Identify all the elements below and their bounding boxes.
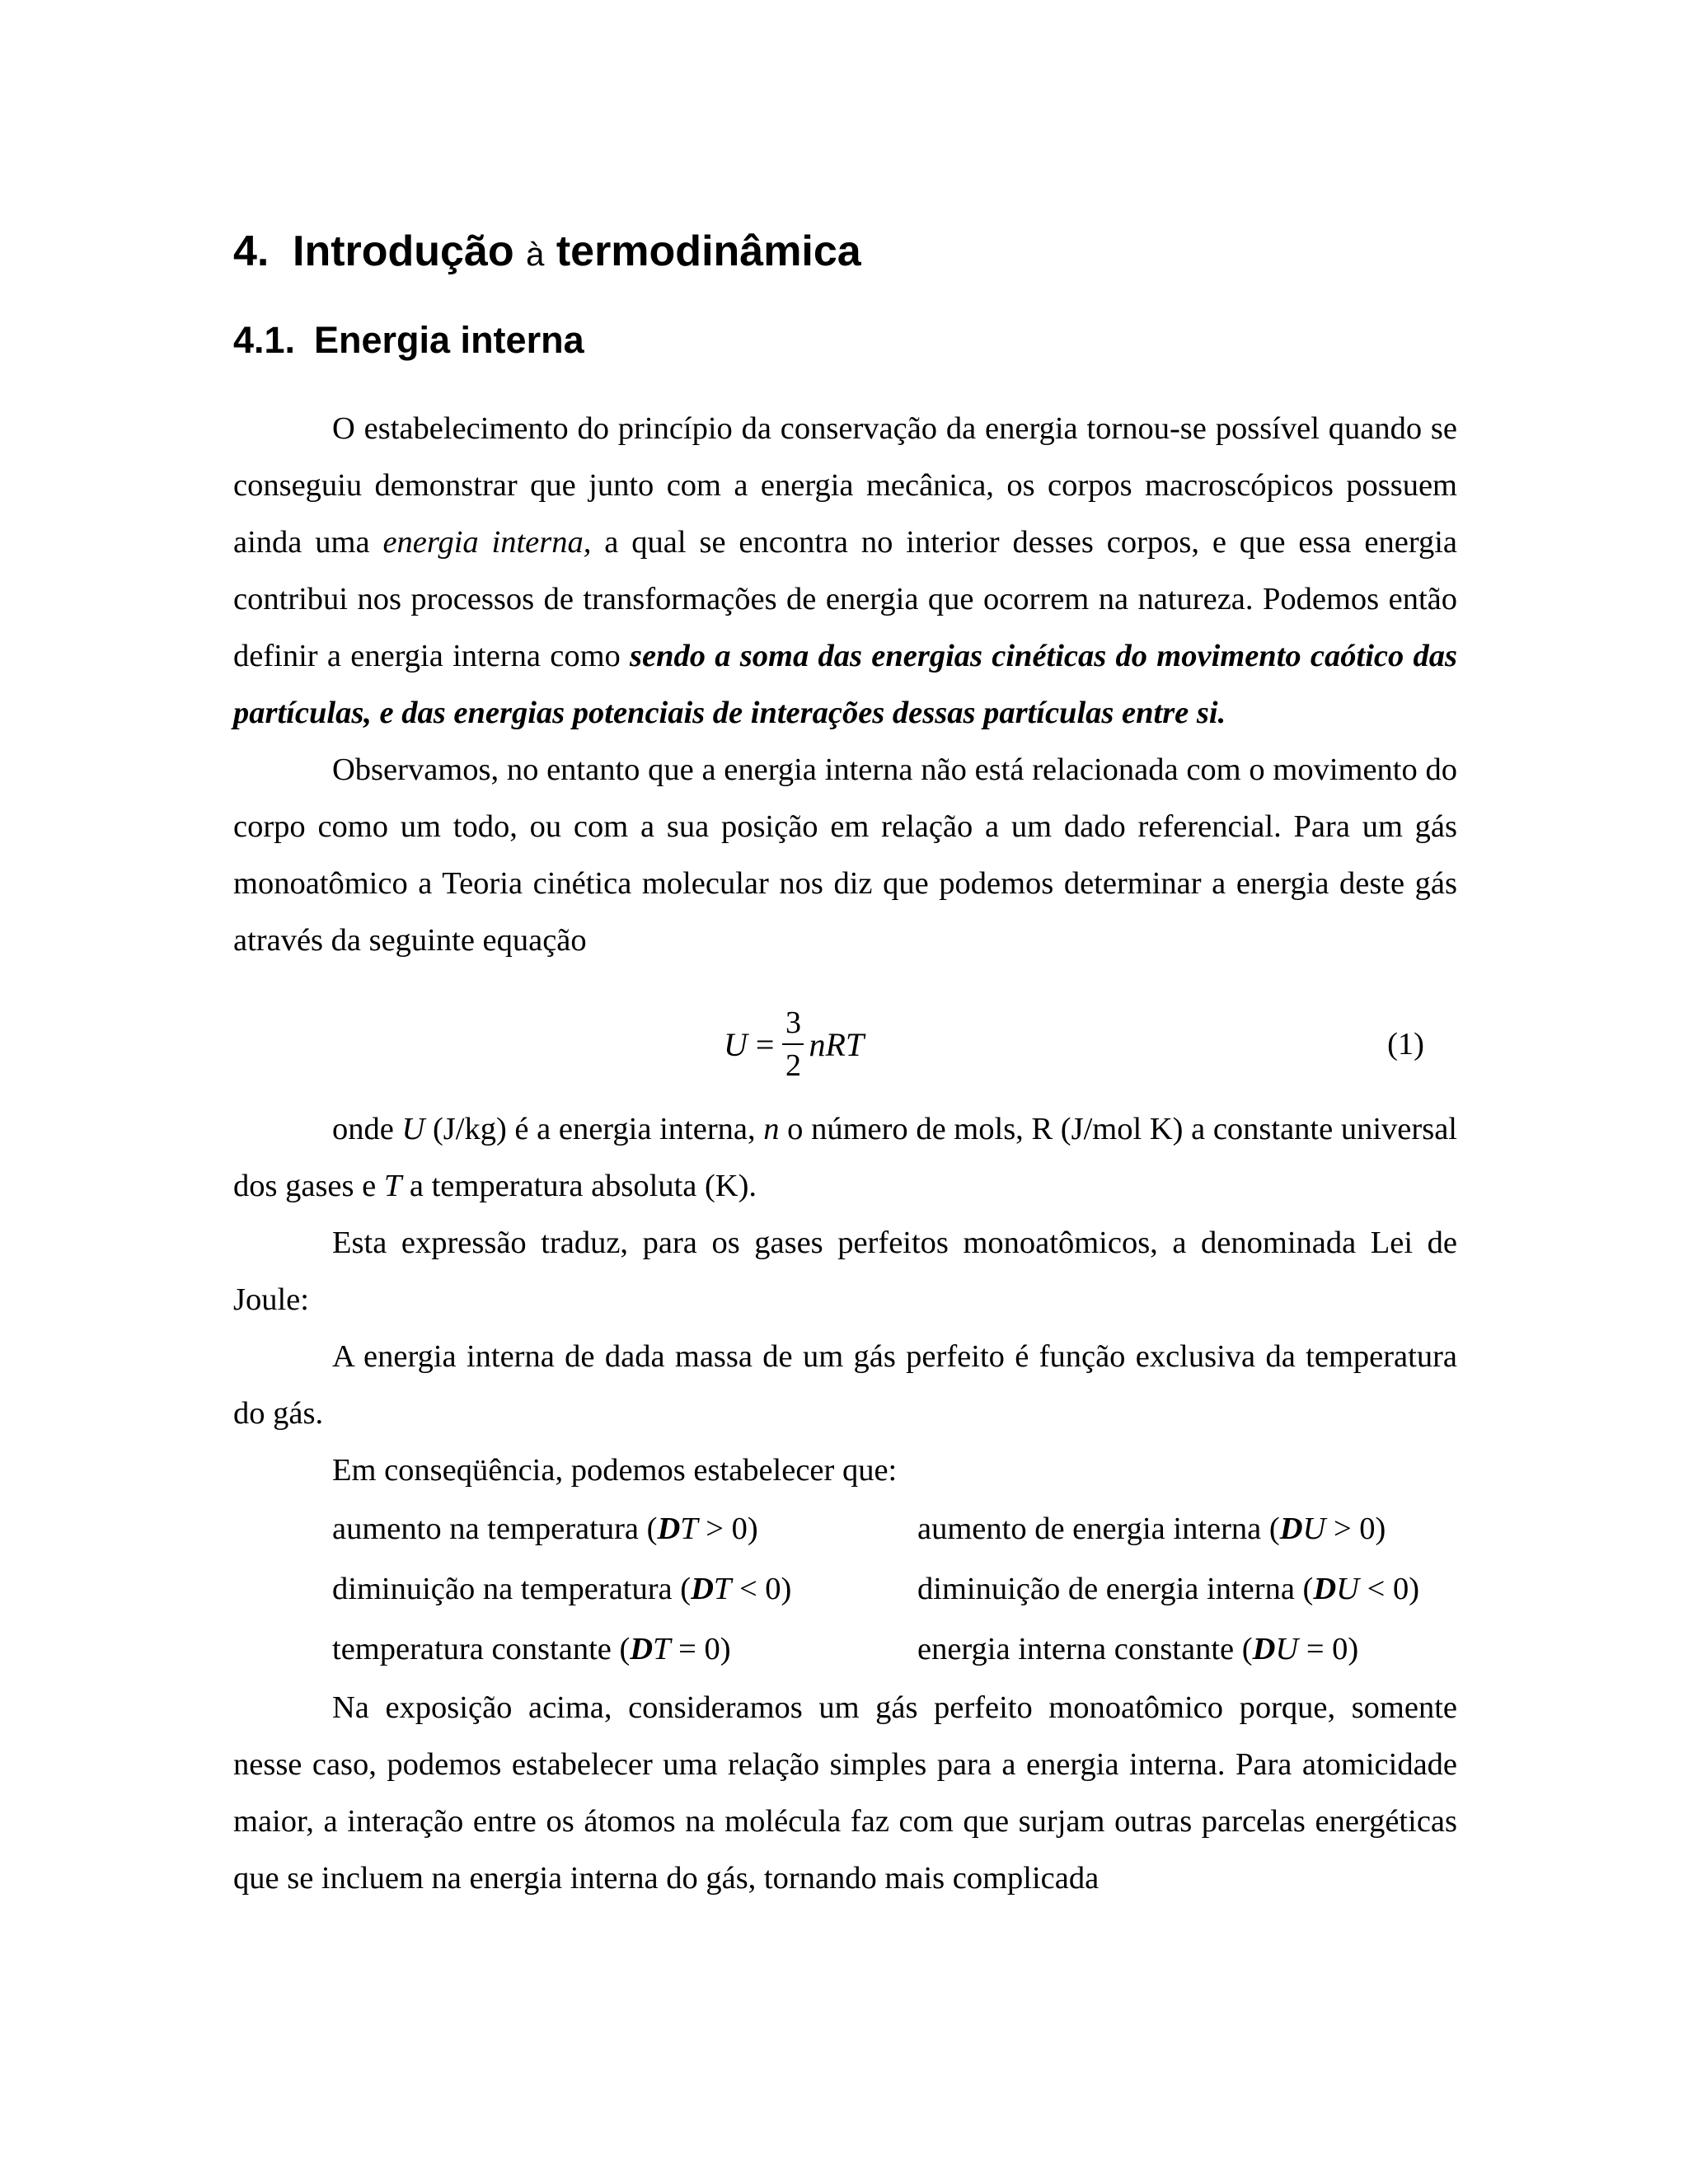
equation-number: (1) (1387, 1026, 1424, 1062)
paragraph-variables (233, 1101, 1457, 1215)
c-r1r-post: > 0) (1325, 1511, 1386, 1546)
chapter-heading (233, 223, 1457, 280)
c-r1l-post: > 0) (697, 1511, 758, 1546)
equation-equals: = (755, 1025, 775, 1063)
p3-t3: o número de mols, R (J/mol K) a constante universal dos gases e (233, 1112, 1457, 1203)
p3-var-n: n (763, 1112, 780, 1146)
delta-symbol: D (691, 1572, 714, 1606)
consequence-row2-left (332, 1559, 917, 1619)
document-page (233, 223, 1457, 1907)
chapter-title-accent: à (526, 237, 545, 273)
c-r3l-post: = 0) (670, 1632, 731, 1666)
consequence-row1-left (332, 1499, 917, 1559)
section-heading (233, 312, 1457, 369)
delta-symbol: D (657, 1511, 681, 1546)
p1-text2: a qual se encontra no interior desses corpos, e que essa energia contribui nos processos de transformações de energia que ocorrem na natureza. Podemos então definir a energia interna como (233, 525, 1458, 673)
consequence-row1-right (917, 1499, 1457, 1559)
section-number: 4.1. (233, 319, 296, 361)
c-r1r-pre: aumento de energia interna ( (917, 1511, 1280, 1546)
p3-var-u: U (401, 1112, 425, 1146)
consequence-row3-left (332, 1619, 917, 1680)
paragraph-observation: Observamos, no entanto que a energia interna não está relacionada com o movimento do corpo como um todo, ou com a sua posição em relação a um dado referencial. Para um gás monoatômico a Teoria cinética molecular nos diz que podemos determinar a energia deste gás através da seguinte equação (233, 752, 1457, 958)
p1-text1: O estabelecimento do princípio da conservação da energia tornou-se possível quando se conseguiu demonstrar que junto com a energia mecânica, os corpos macroscópicos possuem ainda uma (233, 411, 1457, 560)
c-r3l-var: T (653, 1632, 671, 1666)
delta-symbol: D (1252, 1632, 1276, 1666)
p3-t4: a temperatura absoluta (K). (401, 1169, 757, 1203)
c-r1r-var: U (1302, 1511, 1326, 1546)
fraction-bar (782, 1043, 804, 1045)
paragraph-joule-law: A energia interna de dada massa de um gás perfeito é função exclusiva da temperatura do gás. (233, 1339, 1457, 1431)
delta-symbol: D (630, 1632, 654, 1666)
paragraph-conservation (233, 401, 1457, 742)
c-r1l-var: T (680, 1511, 698, 1546)
p3-var-t: T (383, 1169, 402, 1203)
c-r3r-pre: energia interna constante ( (917, 1632, 1253, 1666)
p3-t1: onde (332, 1112, 402, 1146)
equation-body (724, 987, 864, 1101)
c-r2l-pre: diminuição na temperatura ( (332, 1572, 692, 1606)
paragraph-monoatomic: Na exposição acima, consideramos um gás perfeito monoatômico porque, somente nesse caso, podemos estabelecer uma relação simples para a energia interna. Para atomicidade maior, a interação entre os átomos na molécula faz com que surjam outras parcelas energéticas que se incluem na energia interna do gás, tornando mais complicada (233, 1690, 1457, 1896)
chapter-number: 4. (233, 227, 270, 275)
c-r3r-post: = 0) (1298, 1632, 1359, 1666)
c-r2r-pre: diminuição de energia interna ( (917, 1572, 1314, 1606)
equation-fraction (782, 1005, 804, 1084)
consequence-row3-right (917, 1619, 1457, 1680)
c-r2l-post: < 0) (731, 1572, 792, 1606)
fraction-numerator: 3 (785, 1005, 801, 1040)
c-r2r-post: < 0) (1358, 1572, 1420, 1606)
equation-lhs: U (724, 1025, 748, 1063)
c-r2l-var: T (713, 1572, 732, 1606)
consequences-table (332, 1499, 1457, 1680)
p1-italic-term: energia interna, (382, 525, 592, 560)
c-r1l-pre: aumento na temperatura ( (332, 1511, 658, 1546)
c-r3r-var: U (1275, 1632, 1299, 1666)
chapter-title-part1: Introdução (293, 227, 514, 275)
paragraph-joule: Esta expressão traduz, para os gases perfeitos monoatômicos, a denominada Lei de Joule: (233, 1226, 1457, 1317)
equation-1 (233, 987, 1457, 1101)
paragraph-consequence-intro: Em conseqüência, podemos estabelecer que: (332, 1453, 898, 1488)
p1-definition: sendo a soma das energias cinéticas do movimento caótico das partículas, e das energias potenciais de interações dessas partículas entre si. (233, 639, 1457, 730)
c-r2r-var: U (1336, 1572, 1359, 1606)
section-title: Energia interna (314, 319, 584, 361)
c-r3l-pre: temperatura constante ( (332, 1632, 631, 1666)
chapter-title-part2: termodinâmica (556, 227, 861, 275)
body-text (233, 401, 1457, 1907)
p3-t2: (J/kg) é a energia interna, (424, 1112, 764, 1146)
consequence-row2-right (917, 1559, 1457, 1619)
delta-symbol: D (1313, 1572, 1337, 1606)
equation-rhs: nRT (809, 1025, 865, 1063)
delta-symbol: D (1279, 1511, 1303, 1546)
fraction-denominator: 2 (785, 1048, 801, 1083)
